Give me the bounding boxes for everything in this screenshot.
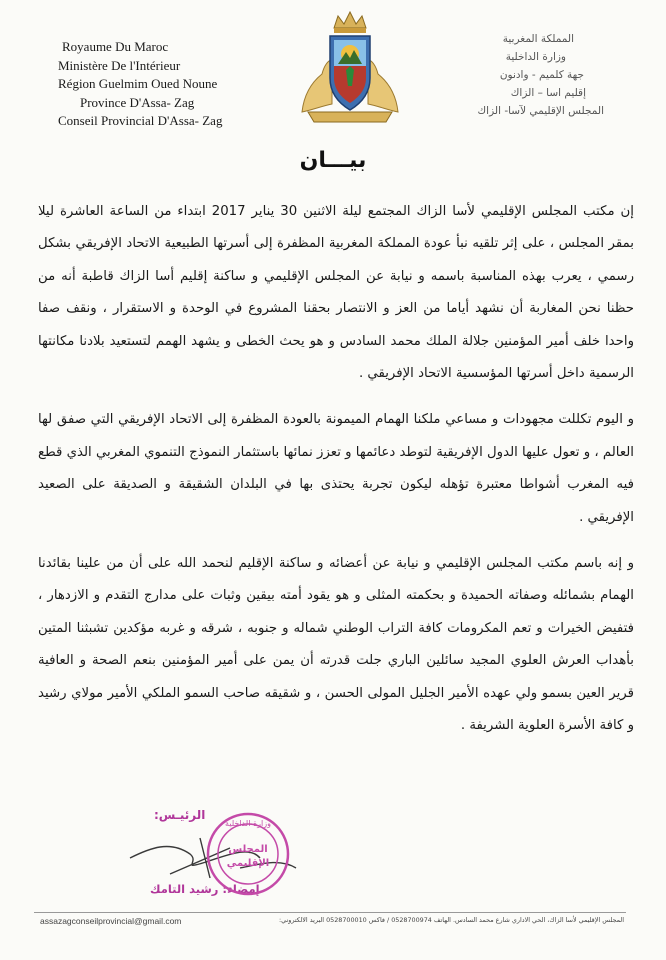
header-fr-line: Royaume Du Maroc — [62, 39, 169, 54]
footer-divider — [34, 912, 626, 913]
document-body — [38, 196, 634, 757]
header-ar-line: جهة كلميم - وادنون — [499, 69, 584, 81]
header-ar-line: إقليم اسا – الزاك — [510, 87, 586, 99]
header-ar-line: المملكة المغربية — [502, 33, 574, 45]
header-fr-line: Ministère De l'Intérieur — [58, 57, 181, 73]
official-stamp-icon — [204, 810, 292, 898]
president-label: الرئيـس: — [154, 808, 206, 822]
stamp-inner-text: الإقليمي — [226, 858, 270, 869]
signature-name: إمضاء: رشيد التامك — [150, 882, 260, 896]
header-french — [58, 38, 298, 131]
footer-email: assazagconseilprovincial@gmail.com — [40, 916, 182, 926]
document-title: بيـــان — [299, 148, 367, 173]
body-paragraph: و اليوم تكللت مجهودات و مساعي ملكنا الهمام الميمونة بالعودة المظفرة إلى الاتحاد الإفريقي التي صفق لها العالم ، و تعول عليها الدول الإفريقية لتوطد دعائمها و تعزز نمائها باستثمار النموذج التنموي المغربي الذي قطع فيه المغرب أشواطا معتبرة تؤهله ليكون تجربة يحتذى بها في البلدان الشقيقة و الصديقة على الصعيد الإفريقي . — [38, 412, 634, 525]
stamp-outer-text: وزارة الداخلية — [225, 819, 271, 828]
body-paragraph: و إنه باسم مكتب المجلس الإقليمي و نيابة عن أعضائه و ساكنة الإقليم لنحمد الله على أن من علينا بقائدنا الهمام بشمائله وصفاته الحميدة و بحكمته المثلى و هو يقود أمته بيقين وثبات على مدارج التقدم و الازدهار ، فتفيض الخيرات و تعم المكرومات كافة التراب الوطني شماله و جنوبه ، شرقه و غربه مؤكدين تشبثنا المتين بأهداب العرش العلوي المجيد سائلين الباري جلت قدرته أن يمن على أمير المؤمنين بنعم الصحة و العافية قرير العين بسمو ولي عهده الأمير الجليل المولى الحسن ، و شقيقه صاحب السمو الملكي الأمير مولاي رشيد و كافة الأسرة العلوية الشريفة . — [38, 556, 634, 734]
header-ar-line: وزارة الداخلية — [505, 51, 566, 63]
moroccan-coat-of-arms-icon — [294, 8, 406, 128]
header-ar-line: المجلس الإقليمي لآسا- الزاك — [477, 105, 604, 117]
header-fr-line: Province D'Assa- Zag — [80, 94, 195, 110]
body-paragraph: إن مكتب المجلس الإقليمي لأسا الزاك المجتمع ليلة الاثنين 30 يناير 2017 ابتداء من الساعة العاشرة ليلا بمقر المجلس ، على إثر تلقيه نبأ عودة المملكة المغربية المظفرة إلى أسرتها الطبيعية الاتحاد الإفريقي بشكل رسمي ، يعرب بهذه المناسبة باسمه و نيابة عن المجلس الإقليمي و ساكنة إقليم أسا الزاك قاطبة أنه من حظنا نحن المغاربة أن نشهد أياما من العز و الانتصار بحقنا المشروع في الوحدة و الاستقرار ، ونقف صفا واحدا خلف أمير المؤمنين جلالة الملك محمد السادس و هو يحث الخطى و يشهد الهمم لتستعيد بلادنا مكانتها الرسمية داخل أسرتها المؤسسية الاتحاد الإفريقي . — [38, 204, 635, 382]
stamp-inner-text: المجلس — [228, 844, 268, 855]
header-fr-line: Région Guelmim Oued Noune — [58, 76, 218, 91]
header-fr-line: Conseil Provincial D'Assa- Zag — [58, 113, 223, 128]
header-arabic — [414, 30, 614, 120]
footer-address: المجلس الإقليمي لأسا الزاك، الحي الاداري شارع محمد السادس. الهاتف 0528700974 / فاكس 0528700010 البريد الالكتروني: — [279, 916, 624, 924]
